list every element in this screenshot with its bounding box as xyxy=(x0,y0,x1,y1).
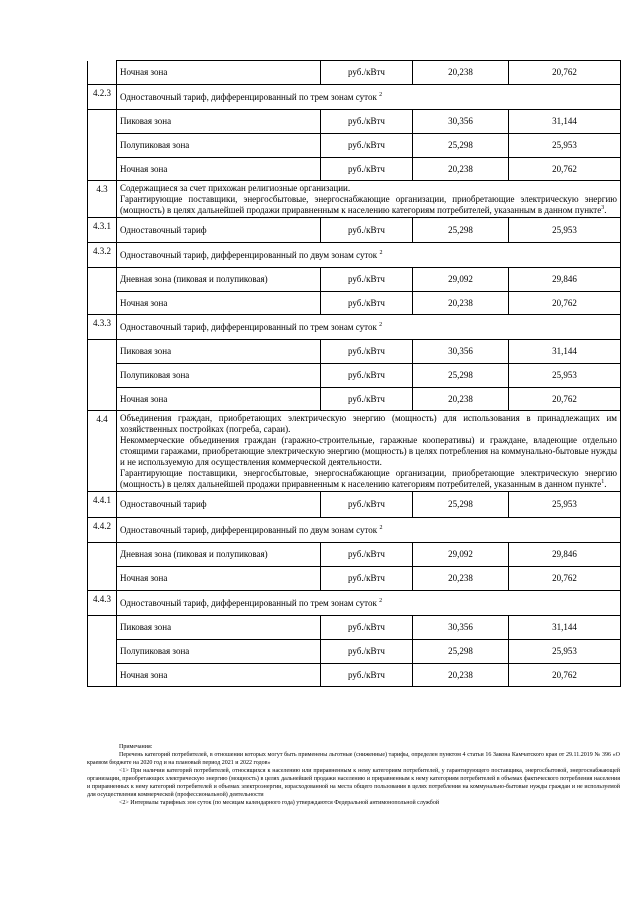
row-value-1: 20,238 xyxy=(413,388,509,411)
row-unit: руб./кВтч xyxy=(321,134,413,158)
row-label: Полупиковая зона xyxy=(117,134,321,158)
row-value-2: 20,762 xyxy=(509,567,621,591)
row-value-2: 20,762 xyxy=(509,664,621,687)
row-unit: руб./кВтч xyxy=(321,61,413,85)
row-number: 4.3.3 xyxy=(88,315,117,340)
footnotes xyxy=(87,743,620,807)
table-row xyxy=(88,567,621,591)
footnote-ref: 3 xyxy=(601,205,605,211)
row-unit: руб./кВтч xyxy=(321,388,413,411)
row-value-2: 29,846 xyxy=(509,268,621,292)
row-value-2: 31,144 xyxy=(509,110,621,134)
row-value-2: 29,846 xyxy=(509,543,621,567)
row-value-2: 25,953 xyxy=(509,640,621,664)
row-value-2: 25,953 xyxy=(509,492,621,518)
footnote-ref: 2 xyxy=(379,597,383,604)
row-value-2: 25,953 xyxy=(509,218,621,243)
row-label: Ночная зона xyxy=(117,567,321,591)
row-unit: руб./кВтч xyxy=(321,364,413,388)
row-value-1: 30,356 xyxy=(413,340,509,364)
row-value-1: 20,238 xyxy=(413,292,509,315)
row-label: Полупиковая зона xyxy=(117,364,321,388)
table-row xyxy=(88,664,621,687)
row-unit: руб./кВтч xyxy=(321,567,413,591)
note-3: <2> Интервалы тарифных зон суток (по месяцам календарного года) утверждаются Федеральной антимонопольной службой xyxy=(119,800,440,806)
table-row xyxy=(88,158,621,181)
table-row xyxy=(88,591,621,616)
row-unit: руб./кВтч xyxy=(321,543,413,567)
table-row xyxy=(88,364,621,388)
row-value-2: 25,953 xyxy=(509,134,621,158)
table-row xyxy=(88,518,621,543)
row-label: Ночная зона xyxy=(117,158,321,181)
row-label: Ночная зона xyxy=(117,388,321,411)
row-label: Одноставочный тариф xyxy=(117,218,321,243)
table-row xyxy=(88,292,621,315)
row-unit: руб./кВтч xyxy=(321,340,413,364)
row-value-1: 20,238 xyxy=(413,61,509,85)
row-value-1: 25,298 xyxy=(413,492,509,518)
footnote-ref: 2 xyxy=(379,524,383,531)
table-row xyxy=(88,268,621,292)
row-label: Ночная зона xyxy=(117,61,321,85)
row-label: Дневная зона (пиковая и полупиковая) xyxy=(117,268,321,292)
row-label: Ночная зона xyxy=(117,664,321,687)
table-row xyxy=(88,181,621,218)
row-value-1: 25,298 xyxy=(413,134,509,158)
row-heading: Одноставочный тариф, дифференцированный по трем зонам суток $^2$ xyxy=(117,315,621,340)
row-value-1: 25,298 xyxy=(413,364,509,388)
row-unit: руб./кВтч xyxy=(321,664,413,687)
table-row xyxy=(88,110,621,134)
table-row xyxy=(88,388,621,411)
row-value-1: 25,298 xyxy=(413,640,509,664)
row-value-2: 20,762 xyxy=(509,61,621,85)
table-row xyxy=(88,315,621,340)
row-number: 4.4.2 xyxy=(88,518,117,543)
note-2: <1> При наличии категорий потребителей, относящихся к населению или приравненным к нему категориям потребителей, у гарантирующего поставщика, энергосбытовой, энергоснабжающей организации, приобретающих электрическую энергию (мощность) в целях дальнейшей продажи населению и приравненным к нему категориям потребителей в объемах фактического потребления населения и приравненных к нему категорий потребителей и объемах электроэнергии, израсходованной на места общего пользования в целях потребления на коммунально-бытовые нужды граждан и не используемой для осуществления коммерческой (профессиональной) деятельности xyxy=(87,768,620,798)
row-unit: руб./кВтч xyxy=(321,110,413,134)
row-number xyxy=(88,61,117,85)
table-row xyxy=(88,411,621,492)
row-unit: руб./кВтч xyxy=(321,616,413,640)
table-row xyxy=(88,243,621,268)
table-row xyxy=(88,543,621,567)
row-number: 4.4.3 xyxy=(88,591,117,616)
row-value-1: 20,238 xyxy=(413,567,509,591)
row-number: 4.3.2 xyxy=(88,243,117,268)
notes-title: Примечания: xyxy=(119,744,153,750)
table-row xyxy=(88,640,621,664)
row-heading: Одноставочный тариф, дифференцированный по двум зонам суток $^2$ xyxy=(117,518,621,543)
row-number: 4.3.1 xyxy=(88,218,117,243)
note-1: Перечень категорий потребителей, в отношении которых могут быть применены льготные (сниженные) тарифы, определен пунктом 4 статьи 16 Закона Камчатского края от 29.11.2019 № 396 «О краевом бюджете на 2020 год и на плановый период 2021 и 2022 годов» xyxy=(87,752,620,766)
row-number: 4.3 xyxy=(88,181,117,218)
row-description: Содержащиеся за счет прихожан религиозные организации. Гарантирующие поставщики, энергосбытовые, энергоснабжающие организации, приобретающие электрическую энергию (мощность) в целях дальнейшей продажи приравненным к населению категориям потребителей, указанным в данном пункте$^3$. xyxy=(117,181,621,218)
row-value-1: 20,238 xyxy=(413,158,509,181)
table-row xyxy=(88,85,621,110)
row-unit: руб./кВтч xyxy=(321,268,413,292)
row-value-1: 25,298 xyxy=(413,218,509,243)
row-value-2: 20,762 xyxy=(509,388,621,411)
row-value-1: 30,356 xyxy=(413,616,509,640)
table-row xyxy=(88,134,621,158)
row-value-2: 25,953 xyxy=(509,364,621,388)
footnote-ref: 2 xyxy=(379,249,383,256)
row-unit: руб./кВтч xyxy=(321,492,413,518)
row-label: Дневная зона (пиковая и полупиковая) xyxy=(117,543,321,567)
table-row xyxy=(88,616,621,640)
row-heading: Одноставочный тариф, дифференцированный по трем зонам суток $^2$ xyxy=(117,85,621,110)
row-value-1: 20,238 xyxy=(413,664,509,687)
row-label: Одноставочный тариф xyxy=(117,492,321,518)
row-label: Ночная зона xyxy=(117,292,321,315)
row-unit: руб./кВтч xyxy=(321,292,413,315)
row-value-1: 30,356 xyxy=(413,110,509,134)
row-unit: руб./кВтч xyxy=(321,640,413,664)
row-value-2: 31,144 xyxy=(509,616,621,640)
row-value-2: 20,762 xyxy=(509,292,621,315)
row-value-2: 31,144 xyxy=(509,340,621,364)
row-label: Пиковая зона xyxy=(117,110,321,134)
row-label: Пиковая зона xyxy=(117,616,321,640)
table-row xyxy=(88,340,621,364)
row-heading: Одноставочный тариф, дифференцированный по трем зонам суток $^2$ xyxy=(117,591,621,616)
row-value-2: 20,762 xyxy=(509,158,621,181)
row-heading: Одноставочный тариф, дифференцированный по двум зонам суток $^2$ xyxy=(117,243,621,268)
table-row xyxy=(88,61,621,85)
table-row xyxy=(88,492,621,518)
footnote-ref: 2 xyxy=(379,91,383,98)
row-number: 4.2.3 xyxy=(88,85,117,110)
row-unit: руб./кВтч xyxy=(321,158,413,181)
row-number: 4.4 xyxy=(88,411,117,492)
row-value-1: 29,092 xyxy=(413,268,509,292)
row-number: 4.4.1 xyxy=(88,492,117,518)
table-row xyxy=(88,218,621,243)
row-unit: руб./кВтч xyxy=(321,218,413,243)
row-label: Пиковая зона xyxy=(117,340,321,364)
footnote-ref: 2 xyxy=(379,321,383,328)
row-label: Полупиковая зона xyxy=(117,640,321,664)
footnote-ref: 1 xyxy=(601,479,605,485)
row-value-1: 29,092 xyxy=(413,543,509,567)
row-description: Объединения граждан, приобретающих электрическую энергию (мощность) для использования в принадлежащих им хозяйственных постройках (погреба, сараи). Некоммерческие объединения граждан (гаражно-строительные, гаражные кооперативы) и граждане, владеющие отдельно стоящими гаражами, приобретающие электрическую энергию (мощность) в целях потребления на коммунально-бытовые нужды и не используемую для осуществления коммерческой деятельности. Гарантирующие поставщики, энергосбытовые, энергоснабжающие организации, приобретающие электрическую энергию (мощность) в целях дальнейшей продажи приравненным к населению категориям потребителей, указанным в данном пункте$^1$. xyxy=(117,411,621,492)
tariff-table xyxy=(87,60,621,687)
